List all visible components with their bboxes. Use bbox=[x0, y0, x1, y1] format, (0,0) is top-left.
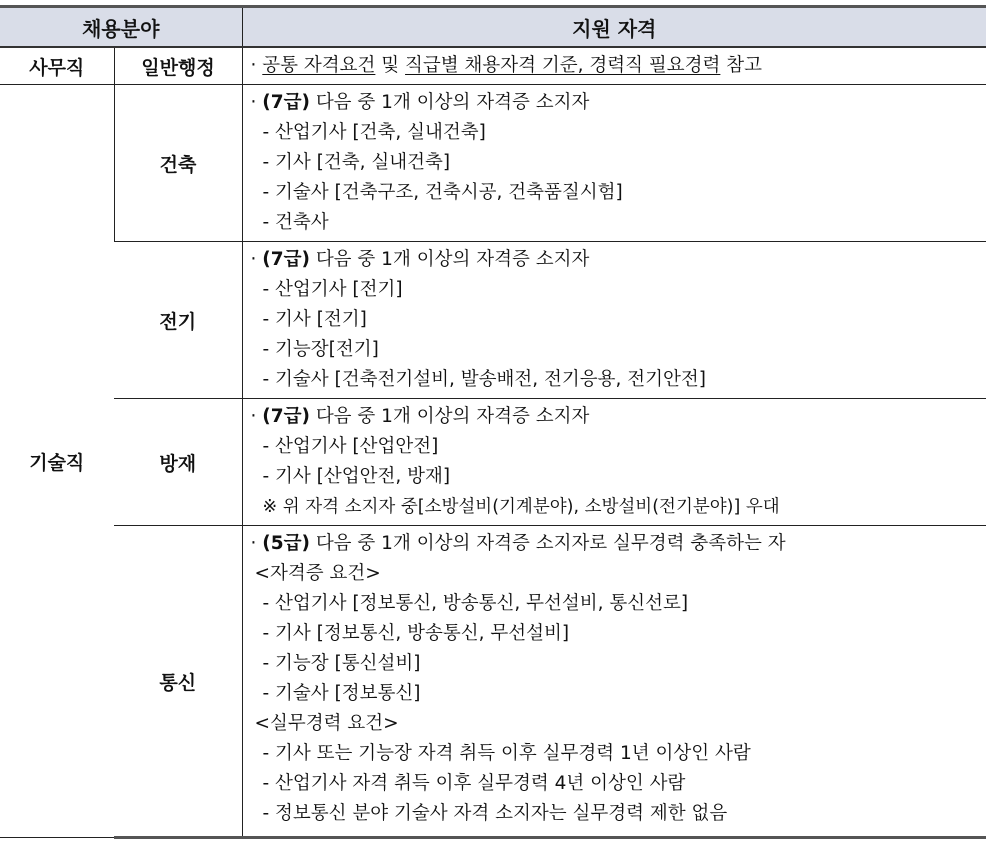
header-field: 채용분야 bbox=[0, 7, 242, 48]
grade-label: (7급) bbox=[262, 249, 310, 270]
qualification-table bbox=[0, 5, 986, 839]
list-item: - 기능장 [통신설비] bbox=[262, 653, 421, 674]
disaster-qualification bbox=[242, 399, 986, 526]
experience-heading: <실무경력 요건> bbox=[254, 713, 399, 734]
list-item: - 기사 [전기] bbox=[262, 309, 367, 330]
field-disaster-prevention: 방재 bbox=[114, 399, 242, 526]
intro-line: · (7급) 다음 중 1개 이상의 자격증 소지자 bbox=[250, 406, 590, 427]
table-row bbox=[0, 526, 986, 838]
intro-line: · (7급) 다음 중 1개 이상의 자격증 소지자 bbox=[250, 249, 590, 270]
intro-line: · (7급) 다음 중 1개 이상의 자격증 소지자 bbox=[250, 92, 590, 113]
conjunction: 및 bbox=[381, 55, 400, 76]
list-item: - 산업기사 [건축, 실내건축] bbox=[262, 122, 486, 143]
intro-text: 다음 중 1개 이상의 자격증 소지자 bbox=[315, 249, 590, 270]
link-common-requirements[interactable]: 공통 자격요건 bbox=[262, 55, 376, 76]
list-item: - 기사 [산업안전, 방재] bbox=[262, 466, 451, 487]
table-row bbox=[0, 47, 986, 85]
intro-text: 다음 중 1개 이상의 자격증 소지자로 실무경력 충족하는 자 bbox=[315, 533, 786, 554]
list-item: - 건축사 bbox=[262, 212, 329, 233]
office-qualification bbox=[242, 47, 986, 85]
architecture-qualification bbox=[242, 85, 986, 242]
category-office: 사무직 bbox=[0, 47, 114, 85]
intro-text: 다음 중 1개 이상의 자격증 소지자 bbox=[315, 92, 590, 113]
refer-text: 참고 bbox=[726, 55, 763, 76]
list-item: - 기사 [건축, 실내건축] bbox=[262, 152, 451, 173]
field-general-admin: 일반행정 bbox=[114, 47, 242, 85]
list-item: - 정보통신 분야 기술사 자격 소지자는 실무경력 제한 없음 bbox=[262, 803, 728, 824]
list-item: - 기술사 [건축전기설비, 발송배전, 전기응용, 전기안전] bbox=[262, 369, 706, 390]
list-item: - 산업기사 [산업안전] bbox=[262, 436, 439, 457]
bullet: · bbox=[250, 55, 257, 76]
list-item: - 산업기사 [정보통신, 방송통신, 무선설비, 통신선로] bbox=[262, 593, 689, 614]
list-item: - 기능장[전기] bbox=[262, 339, 379, 360]
field-electrical: 전기 bbox=[114, 242, 242, 399]
list-item: - 산업기사 [전기] bbox=[262, 279, 403, 300]
grade-label: (7급) bbox=[262, 92, 310, 113]
telecom-qualification bbox=[242, 526, 986, 838]
list-item: - 기사 또는 기능장 자격 취득 이후 실무경력 1년 이상인 사람 bbox=[262, 743, 751, 764]
intro-text: 다음 중 1개 이상의 자격증 소지자 bbox=[315, 406, 590, 427]
table-row bbox=[0, 399, 986, 526]
grade-label: (7급) bbox=[262, 406, 310, 427]
link-grade-criteria[interactable]: 직급별 채용자격 기준, 경력직 필요경력 bbox=[405, 55, 721, 76]
list-item: - 기사 [정보통신, 방송통신, 무선설비] bbox=[262, 623, 570, 644]
list-item: - 기술사 [정보통신] bbox=[262, 683, 421, 704]
header-row bbox=[0, 7, 986, 48]
table-row bbox=[0, 242, 986, 399]
preference-note: ※ 위 자격 소지자 중[소방설비(기계분야), 소방설비(전기분야)] 우대 bbox=[262, 497, 780, 517]
header-qualification: 지원 자격 bbox=[242, 7, 986, 48]
field-architecture: 건축 bbox=[114, 85, 242, 242]
field-telecom: 통신 bbox=[114, 526, 242, 838]
intro-line: · (5급) 다음 중 1개 이상의 자격증 소지자로 실무경력 충족하는 자 bbox=[250, 533, 786, 554]
table-row bbox=[0, 85, 986, 242]
category-tech: 기술직 bbox=[0, 85, 114, 838]
grade-label: (5급) bbox=[262, 533, 310, 554]
list-item: - 기술사 [건축구조, 건축시공, 건축품질시험] bbox=[262, 182, 623, 203]
cert-heading: <자격증 요건> bbox=[254, 563, 381, 584]
electrical-qualification bbox=[242, 242, 986, 399]
list-item: - 산업기사 자격 취득 이후 실무경력 4년 이상인 사람 bbox=[262, 773, 686, 794]
